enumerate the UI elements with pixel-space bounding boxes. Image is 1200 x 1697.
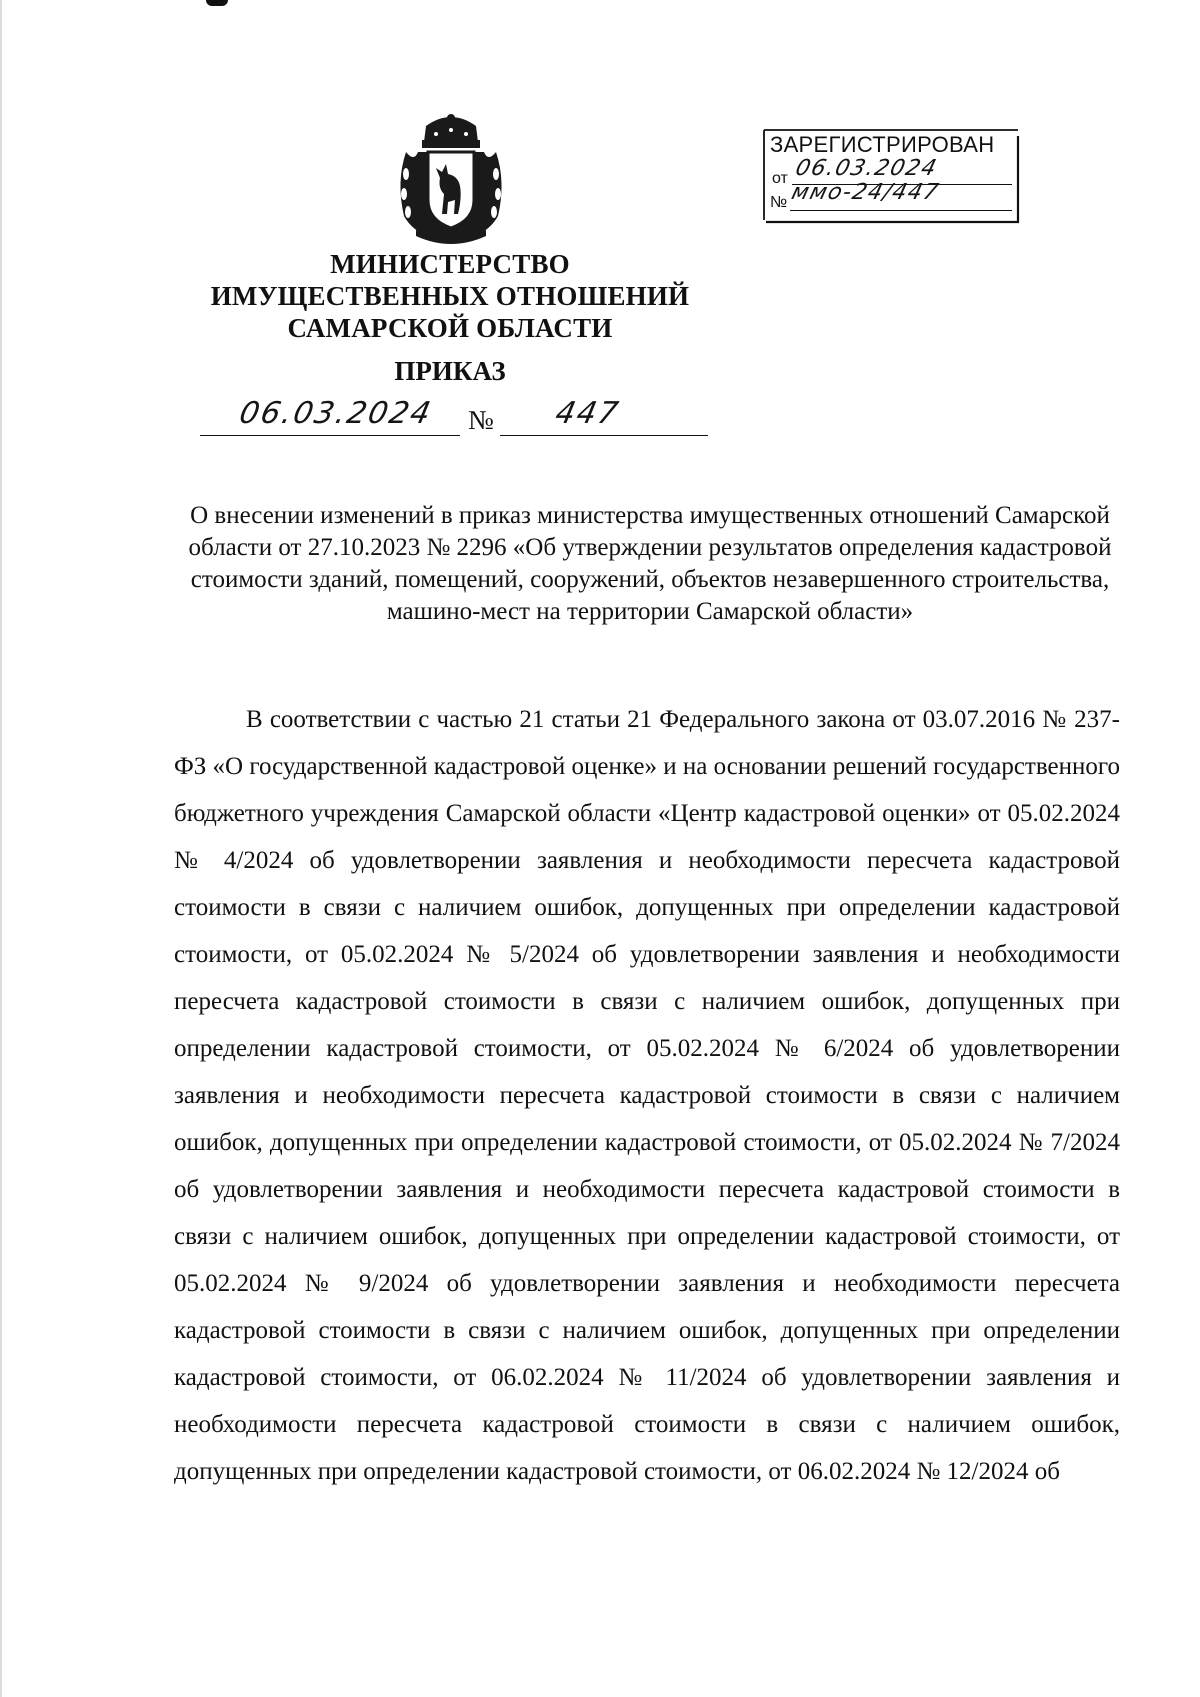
ministry-line-2: ИМУЩЕСТВЕННЫХ ОТНОШЕНИЙ bbox=[210, 281, 690, 311]
order-body: В соответствии с частью 21 статьи 21 Федерального закона от 03.07.2016 № 237-ФЗ «О государственной кадастровой оценке» и на основании решений государственного бюджетного учреждения Самарской области «Центр кадастровой оценки» от 05.02.2024 № 4/2024 об удовлетворении заявления и необходимости пересчета кадастровой стоимости в связи с наличием ошибок, допущенных при определении кадастровой стоимости, от 05.02.2024 № 5/2024 об удовлетворении заявления и необходимости пересчета кадастровой стоимости в связи с наличием ошибок, допущенных при определении кадастровой стоимости, от 05.02.2024 № 6/2024 об удовлетворении заявления и необходимости пересчета кадастровой стоимости в связи с наличием ошибок, допущенных при определении кадастровой стоимости, от 05.02.2024 № 7/2024 об удовлетворении заявления и необходимости пересчета кадастровой стоимости в связи с наличием ошибок, допущенных при определении кадастровой стоимости, от 05.02.2024 № 9/2024 об удовлетворении заявления и необходимости пересчета кадастровой стоимости в связи с наличием ошибок, допущенных при определении кадастровой стоимости, от 06.02.2024 № 11/2024 об удовлетворении заявления и необходимости пересчета кадастровой стоимости в связи с наличием ошибок, допущенных при определении кадастровой стоимости, от 06.02.2024 № 12/2024 об bbox=[174, 706, 1120, 1485]
order-subject: О внесении изменений в приказ министерства имущественных отношений Самарской области от 27.10.2023 № 2296 «Об утверждении результатов определения кадастровой стоимости зданий, помещений, сооружений, объектов незавершенного строительства, машино-мест на территории Самарской области» bbox=[188, 502, 1112, 625]
document-type: ПРИКАЗ bbox=[394, 356, 506, 386]
registration-stamp bbox=[762, 128, 1020, 224]
stamp-date-label: от bbox=[772, 170, 788, 187]
ministry-line-1: МИНИСТЕРСТВО bbox=[330, 249, 570, 279]
order-number: 447 bbox=[552, 396, 623, 431]
scan-edge bbox=[0, 0, 2, 1697]
stamp-date: 06.03.2024 bbox=[792, 156, 941, 181]
stamp-number: ммо-24/447 bbox=[788, 180, 943, 205]
stamp-number-rule bbox=[790, 210, 1012, 211]
ministry-name bbox=[160, 248, 740, 344]
scan-mark bbox=[206, 0, 228, 6]
ministry-line-3: САМАРСКОЙ ОБЛАСТИ bbox=[287, 313, 613, 343]
samara-coat-of-arms-icon bbox=[392, 112, 510, 244]
stamp-number-label: № bbox=[770, 194, 788, 211]
order-date: 06.03.2024 bbox=[236, 396, 436, 431]
order-number-label: № bbox=[468, 405, 494, 435]
stamp-title: ЗАРЕГИСТРИРОВАН bbox=[770, 132, 995, 157]
